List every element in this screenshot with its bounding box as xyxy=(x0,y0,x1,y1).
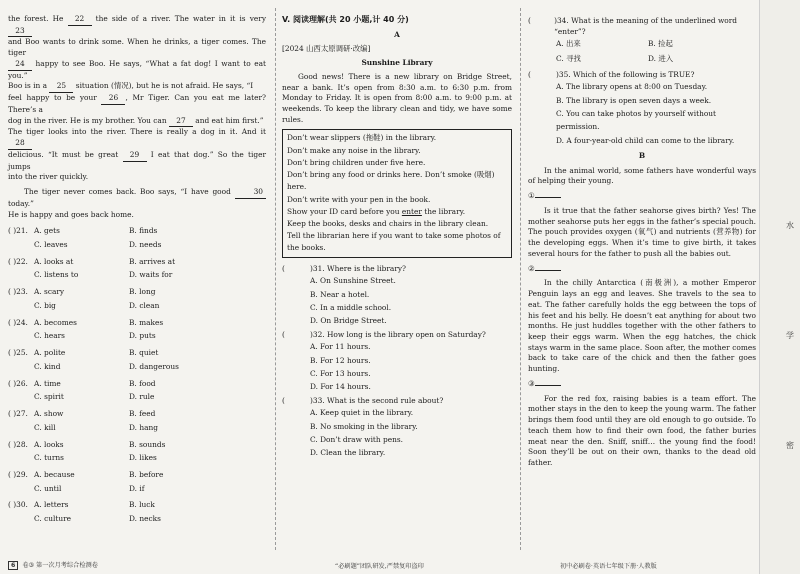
source-label: [2024 山西太原调研·改编] xyxy=(282,44,371,54)
option: D. needs xyxy=(129,239,162,249)
option-row xyxy=(8,240,266,251)
question-stem: )34. What is the meaning of the underlined word “enter”? xyxy=(554,16,737,36)
option-row xyxy=(8,440,266,451)
option: C. In a middle school. xyxy=(310,303,392,313)
option-row xyxy=(8,318,266,329)
option: D. likes xyxy=(129,453,157,463)
option-row xyxy=(8,379,266,390)
cloze-blank: 22 xyxy=(68,14,92,26)
option: B. No smoking in the library. xyxy=(310,421,418,431)
option: D. dangerous xyxy=(129,361,179,371)
option-row xyxy=(8,423,266,434)
story-text-run: into the river quickly. xyxy=(8,172,89,182)
option-row xyxy=(8,453,266,464)
option: A. because xyxy=(34,469,75,479)
option: B. before xyxy=(129,469,164,479)
fox-paragraph: For the red fox, raising babies is a team effort. The mother stays in the den to keep the young warm. The father brings them food until they are old enough to go outside. To teach them how to find their own food, the father buries meat near the den. Sniff, sniff… the young find the food! Soon they’ll be out on their own, thanks to the dead old father. xyxy=(528,393,756,468)
answer-paren: ( xyxy=(282,263,285,273)
rule-item: Tell the librarian here if you want to take some photos of the books. xyxy=(287,231,501,253)
option: C. kind xyxy=(34,361,61,371)
story-text-run: , Mr Tiger. Can you eat me later? There’s a xyxy=(8,93,267,114)
part-label: B xyxy=(638,150,646,160)
option: C. turns xyxy=(34,453,64,463)
story-line xyxy=(8,127,266,149)
option: A. looks xyxy=(34,439,64,449)
question-number: ( )30. xyxy=(8,500,28,510)
cloze-blank: 24 xyxy=(8,59,32,71)
option: C. listens to xyxy=(34,270,79,280)
option: D. if xyxy=(129,483,145,493)
story-line xyxy=(8,93,266,115)
option: B. food xyxy=(129,378,156,388)
binding-edge xyxy=(759,0,800,574)
option: B. For 12 hours. xyxy=(310,355,371,365)
option-row xyxy=(8,257,266,268)
story-text-run: dog in the river. He is my brother. You can xyxy=(8,115,169,125)
question xyxy=(282,264,512,275)
edge-mark: 学 xyxy=(786,331,794,340)
cloze-blank: 29 xyxy=(123,150,147,162)
story-text-run: the side of a river. The water in it is very xyxy=(91,14,266,23)
option: B. arrives at xyxy=(129,256,176,266)
option: D. On Bridge Street. xyxy=(310,316,387,326)
story-text xyxy=(8,14,266,221)
question-stem: )31. Where is the library? xyxy=(310,263,406,273)
blank-heading-3: ③ xyxy=(528,379,756,390)
story-line xyxy=(8,187,266,209)
footer-left xyxy=(8,560,98,570)
story-line xyxy=(8,81,266,93)
option: C. until xyxy=(34,483,62,493)
option: D. Clean the library. xyxy=(310,448,386,458)
option: A. time xyxy=(34,378,61,388)
cloze-blank: 30 xyxy=(235,187,266,199)
option: D. rule xyxy=(129,392,155,402)
reading-a-column xyxy=(282,14,512,460)
option: A. 出来 xyxy=(556,39,581,49)
answer-paren: ( xyxy=(282,395,285,405)
option-row xyxy=(8,470,266,481)
cloze-question xyxy=(8,440,266,464)
column-divider xyxy=(275,8,276,550)
question-number: ( )21. xyxy=(8,226,28,236)
option: C. You can take photos by yourself without permission. xyxy=(556,108,717,132)
option-row xyxy=(8,362,266,373)
option: D. clean xyxy=(129,300,160,310)
option: B. long xyxy=(129,287,156,297)
option: B. sounds xyxy=(129,439,166,449)
option: C. culture xyxy=(34,514,71,524)
blank-heading-2: ② xyxy=(528,264,756,275)
rule-item: Don’t write with your pen in the book. xyxy=(287,194,431,204)
question-number: ( )28. xyxy=(8,439,28,449)
cloze-column xyxy=(8,14,266,531)
option: A. show xyxy=(34,409,64,419)
option: B. makes xyxy=(129,317,164,327)
seahorse-paragraph: Is it true that the father seahorse gives birth? Yes! The mother seahorse puts her eggs in the father’s special pouch. The pouch provides oxygen (氧气) and nutrients (营养物) for the developing eggs. When it’s time to give birth, it takes several hours for the father to push all the babies out. xyxy=(528,205,756,258)
option: D. 进入 xyxy=(648,53,674,63)
cloze-blank: 26 xyxy=(101,93,125,105)
cloze-question xyxy=(8,470,266,494)
question-number: ( )23. xyxy=(8,287,28,297)
option: A. becomes xyxy=(34,317,77,327)
passage-intro: In the animal world, some fathers have wonderful ways of helping their young. xyxy=(528,165,756,186)
section-title: V. 阅读理解(共 20 小题,计 40 分) xyxy=(282,15,409,24)
rule-item: Don’t bring children under five here. xyxy=(287,157,426,167)
cloze-questions xyxy=(8,226,266,525)
footer-middle: “必刷题”团队研发,严禁复印盗印 xyxy=(335,563,424,570)
story-text-run: happy to see Boo. He says, “What a fat dog! I want to eat you.” xyxy=(8,58,266,80)
page-number: 6 xyxy=(8,561,18,570)
option: B. 捡起 xyxy=(648,39,673,49)
option: C. 寻找 xyxy=(556,53,581,63)
story-text-run: The tiger looks into the river. There is really a dog in it. And it xyxy=(8,127,266,137)
cloze-question xyxy=(8,287,266,311)
option: B. luck xyxy=(129,500,155,510)
story-text-run: I eat that dog.” So the tiger jumps xyxy=(8,149,266,171)
option-row xyxy=(8,331,266,342)
question-number: ( )26. xyxy=(8,378,28,388)
edge-mark: 密 xyxy=(786,441,794,450)
story-text-run: and Boo wants to drink some. When he drinks, a tiger comes. The tiger xyxy=(8,37,266,58)
story-line xyxy=(8,37,266,58)
question-number: ( )25. xyxy=(8,348,28,358)
option-row xyxy=(8,348,266,359)
option: D. necks xyxy=(129,514,161,524)
question-number: ( )24. xyxy=(8,317,28,327)
option: D. hang xyxy=(129,422,159,432)
underlined-word: enter xyxy=(401,206,422,216)
option: A. Keep quiet in the library. xyxy=(310,408,414,418)
footer-right: 初中必刷卷·英语七年级下册·人教版 xyxy=(560,563,657,570)
question xyxy=(282,396,512,407)
option-row xyxy=(8,409,266,420)
option: A. looks at xyxy=(34,256,74,266)
option: D. A four-year-old child can come to the library. xyxy=(556,135,735,145)
option: B. feed xyxy=(129,409,156,419)
question-stem: )35. Which of the following is TRUE? xyxy=(556,69,695,79)
story-line: He is happy and goes back home. xyxy=(8,210,134,220)
rule-text: the library. xyxy=(421,206,466,216)
answer-paren: ( xyxy=(282,329,285,339)
option-row xyxy=(8,392,266,403)
option-row xyxy=(8,287,266,298)
story-line xyxy=(8,116,266,128)
cloze-question xyxy=(8,500,266,524)
option: A. polite xyxy=(34,348,66,358)
cloze-question xyxy=(8,226,266,250)
rule-item: Don’t wear slippers (拖鞋) in the library. xyxy=(287,133,437,143)
option: D. puts xyxy=(129,331,156,341)
option: C. hears xyxy=(34,331,65,341)
rule-item: Don’t bring any food or drinks here. Don’t smoke (吸烟) here. xyxy=(287,170,495,192)
rule-item: Keep the books, desks and chairs in the library clean. xyxy=(287,219,489,228)
option: A. letters xyxy=(34,500,69,510)
option-row xyxy=(8,484,266,495)
option: C. leaves xyxy=(34,239,68,249)
story-line xyxy=(8,172,266,183)
option: C. Don’t draw with pens. xyxy=(310,435,404,445)
edge-mark: 水 xyxy=(786,221,794,230)
option: B. Near a hotel. xyxy=(310,289,370,299)
story-text-run: delicious. “It must be great xyxy=(8,149,123,159)
story-text-run: situation (情况), but he is not afraid. He says, “I xyxy=(73,81,254,91)
option: A. On Sunshine Street. xyxy=(310,276,396,286)
option: D. For 14 hours. xyxy=(310,382,371,392)
story-text-run: feel happy to be your xyxy=(8,93,102,103)
rule-text: Show your ID card before you xyxy=(287,206,402,216)
question-stem: )32. How long is the library open on Saturday? xyxy=(310,329,486,339)
option: A. gets xyxy=(34,226,60,236)
cloze-blank: 28 xyxy=(8,138,32,150)
cloze-blank: 27 xyxy=(169,116,193,128)
story-line xyxy=(8,59,266,81)
cloze-question xyxy=(8,318,266,342)
story-line xyxy=(8,150,266,172)
question-number: ( )22. xyxy=(8,256,28,266)
option: D. waits for xyxy=(129,270,173,280)
option: C. For 13 hours. xyxy=(310,369,371,379)
penguin-paragraph: In the chilly Antarctica (南极洲), a mother Emperor Penguin lays an egg and leaves. She travels to the sea to eat. The father carefully holds the egg between the tops of his feet and his belly. He doesn’t eat anything for about two months. He just huddles together with the other fathers to keep their eggs warm. When the egg hatches, the chick stays warm in the same place. Soon after, the mother comes back to take care of the chick and then the father goes hunting. xyxy=(528,278,756,374)
question-number: ( )27. xyxy=(8,409,28,419)
footer-text: 卷③ 第一次月考综合检测卷 xyxy=(22,562,98,569)
story-line xyxy=(8,14,266,37)
rules-box xyxy=(282,129,512,257)
story-text-run: The tiger never comes back. Boo says, “I have good xyxy=(24,187,235,197)
option: C. kill xyxy=(34,422,56,432)
story-text-run: and eat him first.” xyxy=(192,115,264,125)
story-text-run: today.” xyxy=(8,198,34,208)
column-divider xyxy=(520,8,521,550)
option-row xyxy=(8,301,266,312)
passage-title: Sunshine Library xyxy=(361,58,433,68)
question xyxy=(282,330,512,341)
option: A. The library opens at 8:00 on Tuesday. xyxy=(556,82,708,92)
part-label: A xyxy=(394,29,400,39)
rule-item xyxy=(287,206,507,218)
cloze-blank: 23 xyxy=(8,26,32,38)
reading-b-column: ( )34. What is the meaning of the underlined word “enter”? A. 出来 B. 捡起 C. 寻找 D. 进入 ( )35. Which of the following is TRUE? A. The library opens at 8:00 on Tuesday. B. The library is open seven days a week. C. You can take photos by yourself without permission. D. A four-year-old child can come to the library. B In the animal world, some fathers have wonderful ways of helping their young. ① Is it true that the father seahorse gives birth? Yes! The mother seahorse puts her eggs in the father’s special pouch. The pouch provides oxygen (氧气) and nutrients (营养物) for the developing eggs. When it’s time to give birth, it takes several hours for the father to push all the babies out. ② In the chilly Antarctica (南极洲), a mother Emperor Penguin lays an egg and leaves. She travels to the sea to eat. The father carefully holds the egg between the tops of his feet and his belly. He doesn’t eat anything for about two months. He just huddles together with the other fathers to keep their eggs warm. When the egg hatches, the chick stays warm in the same place. Soon after, the mother comes back to take care of the chick and then the father goes hunting. ③ For the red fox, raising babies is a team effort. The mother stays in the den to keep the young warm. The father brings them food until they are old enough to go outside. To teach them how to find their own food, the father buries meat near the den. Sniff, sniff… the young find the food! Soon they’ll be out on their own, thanks to the dead old father. xyxy=(528,16,756,468)
question-stem: )33. What is the second rule about? xyxy=(310,395,444,405)
option: B. The library is open seven days a week. xyxy=(556,95,712,105)
reading-questions xyxy=(282,264,512,460)
cloze-question xyxy=(8,379,266,403)
option: C. big xyxy=(34,300,56,310)
option: B. finds xyxy=(129,226,158,236)
passage-intro: Good news! There is a new library on Bridge Street, near a bank. It’s open from 8:30 a.m. to 6:30 p.m. from Monday to Friday. It is open from 8:00 a.m. to 9:00 p.m. at weekends. To keep the library clean and tidy, we have some rules. xyxy=(282,71,512,124)
cloze-question xyxy=(8,409,266,433)
story-text-run: the forest. He xyxy=(8,14,68,23)
option: A. scary xyxy=(34,287,65,297)
question-number: ( )29. xyxy=(8,469,28,479)
cloze-question xyxy=(8,348,266,372)
option-row xyxy=(8,270,266,281)
option-row xyxy=(8,226,266,237)
blank-heading-1: ① xyxy=(528,191,756,202)
story-text-run: Boo is in a xyxy=(8,81,50,91)
option: C. spirit xyxy=(34,392,64,402)
cloze-question xyxy=(8,257,266,281)
option: A. For 11 hours. xyxy=(310,342,371,352)
option-row xyxy=(8,500,266,511)
rule-item: Don’t make any noise in the library. xyxy=(287,145,421,155)
option-row xyxy=(8,514,266,525)
option: B. quiet xyxy=(129,348,159,358)
cloze-blank: 25 xyxy=(49,81,73,93)
